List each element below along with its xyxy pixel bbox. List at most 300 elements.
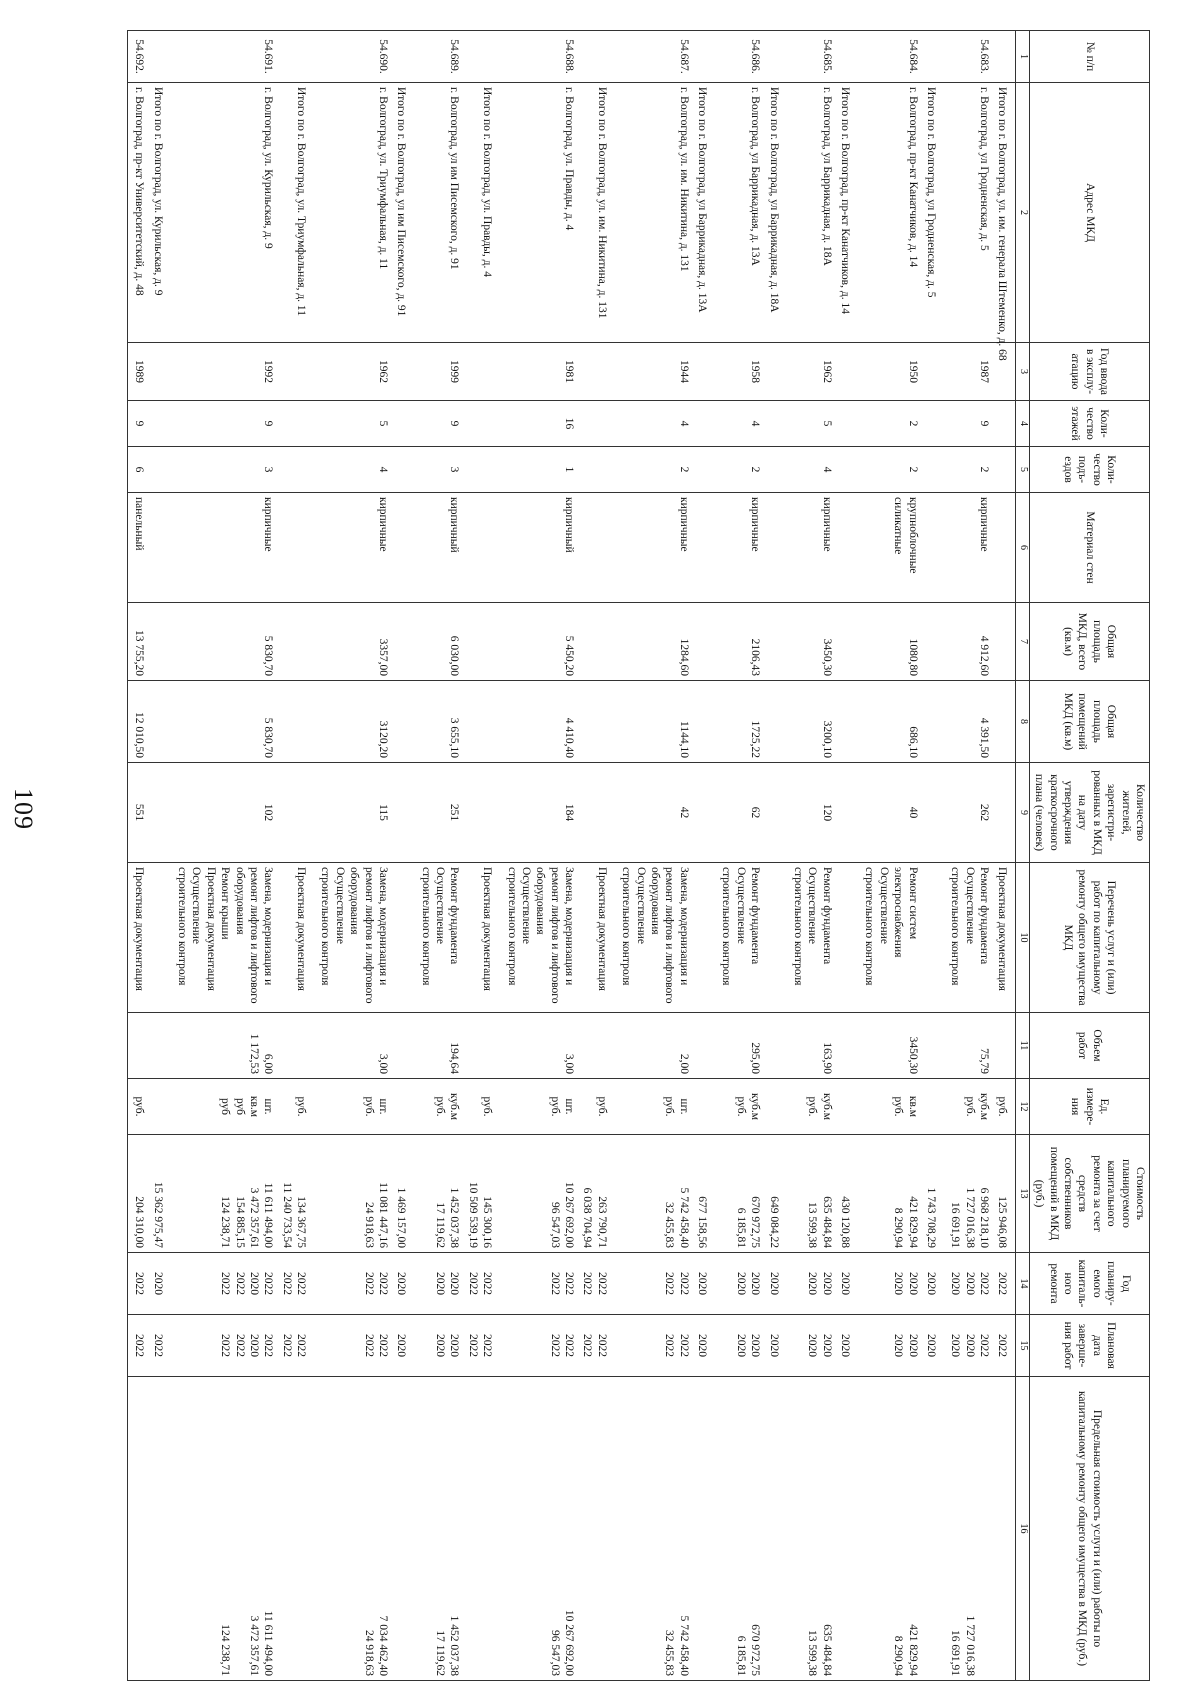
cell-line: 6,00	[262, 1053, 275, 1074]
cell-volumes	[693, 1013, 715, 1079]
cell-area-rooms: 1725,22	[715, 681, 764, 763]
cell-no	[693, 31, 715, 83]
cell-line: 5 742 458,40	[677, 1187, 690, 1248]
cell-floors: 4	[615, 401, 693, 447]
cell-line: 2022	[262, 1334, 275, 1357]
cell-line: 15 362 975,47	[151, 1181, 164, 1248]
landscape-sheet	[70, 30, 1150, 1680]
cell-line: 2022	[663, 1272, 676, 1295]
cell-volumes	[993, 1013, 1016, 1079]
cell-line: 2022	[295, 1272, 308, 1295]
cell-line: 154 885,15	[233, 1196, 246, 1248]
cell-line: 2022	[581, 1334, 594, 1357]
cell-line: 2022	[133, 1272, 146, 1295]
cell-walls: кирпичные	[787, 493, 836, 603]
cell-line: куб.м	[978, 1092, 991, 1121]
header-cell: Коли-чество подъ-ездов	[1030, 447, 1150, 493]
cell-line: 2020	[949, 1272, 962, 1295]
cell-line: 2020	[925, 1334, 937, 1357]
cell-line	[766, 1381, 780, 1676]
cell-line: куб.м	[749, 1092, 762, 1121]
cell-line: 32 455,83	[663, 1202, 676, 1248]
cell-area-rooms: 4 391,50	[944, 681, 993, 763]
cell-line: 2022	[362, 1272, 375, 1295]
cell-units	[993, 1079, 1016, 1135]
subtotal-row	[764, 31, 786, 1681]
cell-line: руб.	[963, 1096, 976, 1117]
cell-entrances	[693, 447, 715, 493]
cell-plan-years	[615, 1253, 693, 1315]
cell-line: 6 185,81	[734, 1635, 747, 1676]
cell-residents: 251	[414, 763, 463, 863]
cell-works	[500, 863, 578, 1013]
cell-entrances	[148, 447, 170, 493]
cell-entrances: 3	[171, 447, 278, 493]
column-number: 16	[1016, 1377, 1030, 1681]
cell-area-rooms: 3200,10	[787, 681, 836, 763]
cell-line	[805, 1017, 819, 1074]
cell-floors: 4	[715, 401, 764, 447]
cell-plan-years	[858, 1253, 922, 1315]
cell-costs	[787, 1135, 836, 1253]
cell-line: Проектная документация	[996, 867, 1009, 991]
cell-line	[924, 1381, 938, 1676]
cell-area-total	[277, 603, 314, 681]
cell-units	[836, 1079, 858, 1135]
cell-line: 124 238,71	[219, 1624, 232, 1676]
cell-line: 3 472 357,61	[248, 1187, 260, 1248]
cell-no: 54.684.	[858, 31, 922, 83]
column-number: 14	[1016, 1253, 1030, 1315]
cell-end-years	[392, 1315, 414, 1377]
cell-residents: 184	[500, 763, 578, 863]
cell-line: 10 267 692,00	[563, 1609, 576, 1676]
cell-end-years	[993, 1315, 1016, 1377]
cell-end-years	[277, 1315, 314, 1377]
cell-residents: 115	[314, 763, 392, 863]
column-number: 7	[1016, 603, 1030, 681]
cell-works	[392, 863, 414, 1013]
cell-line: Осуществление строительного контроля	[505, 867, 532, 986]
cell-entrances	[578, 447, 615, 493]
cell-line: 145 300,16	[481, 1196, 494, 1248]
cell-line: Ремонт крыши	[219, 867, 232, 940]
cell-area-rooms	[148, 681, 170, 763]
cell-line: 2022	[978, 1334, 991, 1357]
column-number: 1	[1016, 31, 1030, 83]
cell-end-years	[128, 1315, 149, 1377]
cell-walls: кирпичный	[500, 493, 578, 603]
cell-line: 32 455,83	[663, 1630, 676, 1676]
column-number-row	[1016, 31, 1030, 1681]
cell-works	[993, 863, 1016, 1013]
header-cell: Год ввода в эксплу-атацию	[1030, 343, 1150, 401]
cell-area-total	[993, 603, 1016, 681]
cell-line: 677 158,56	[696, 1196, 709, 1248]
cell-units	[578, 1079, 615, 1135]
cell-line: 2022	[595, 1272, 608, 1295]
cell-line: Проектная документация	[595, 867, 608, 991]
cell-line: 2022	[677, 1334, 690, 1357]
cell-plan-years	[414, 1253, 463, 1315]
cell-area-rooms	[464, 681, 501, 763]
cell-volumes	[464, 1013, 501, 1079]
cell-line: 2022	[563, 1272, 576, 1295]
cell-plan-years	[693, 1253, 715, 1315]
cell-limits	[171, 1377, 278, 1681]
header-row	[1030, 31, 1150, 1681]
cell-no: 54.691.	[171, 31, 278, 83]
cell-residents	[836, 763, 858, 863]
header-cell: Плановая дата заверше-ния работ	[1030, 1315, 1150, 1377]
cell-area-total: 3357,00	[314, 603, 392, 681]
cell-address: Итого по г. Волгоград, ул Баррикадная, д. 18А	[764, 83, 786, 343]
header-cell: Стоимость планируемого капитального ремонта за счет средств собственников помещений в МКД (руб.)	[1030, 1135, 1150, 1253]
cell-line: Осуществление строительного контроля	[863, 867, 890, 986]
cell-entrances: 4	[787, 447, 836, 493]
subtotal-row	[993, 31, 1016, 1681]
cell-line: 2020	[448, 1334, 461, 1357]
cell-line	[218, 1017, 232, 1074]
cell-line	[734, 1017, 748, 1074]
cell-works	[787, 863, 836, 1013]
cell-line: Ремонт фундамента	[749, 867, 762, 965]
cell-year: 1958	[715, 343, 764, 401]
cell-line	[595, 1381, 609, 1676]
cell-volumes	[787, 1013, 836, 1079]
cell-year: 1987	[944, 343, 993, 401]
cell-area-total: 3450,30	[787, 603, 836, 681]
cell-units	[128, 1079, 149, 1135]
cell-limits	[414, 1377, 463, 1681]
cell-plan-years	[148, 1253, 170, 1315]
cell-area-rooms	[764, 681, 786, 763]
cell-costs	[392, 1135, 414, 1253]
subtotal-row	[693, 31, 715, 1681]
cell-no	[392, 31, 414, 83]
cell-line: 2022	[377, 1334, 389, 1357]
cell-line: Проектная документация	[481, 867, 494, 991]
column-number: 9	[1016, 763, 1030, 863]
cell-costs	[836, 1135, 858, 1253]
cell-line: 2020	[767, 1334, 780, 1357]
header-cell: Общая площадь МКД, всего (кв.м)	[1030, 603, 1150, 681]
cell-end-years	[787, 1315, 836, 1377]
cell-works	[858, 863, 922, 1013]
cell-line: 2020	[949, 1334, 962, 1357]
table-row	[128, 31, 149, 1681]
cell-end-years	[693, 1315, 715, 1377]
cell-line: 2020	[448, 1272, 461, 1295]
cell-address: г. Волгоград, ул Баррикадная, д. 18А	[787, 83, 836, 343]
cell-line: 2020	[696, 1272, 709, 1295]
cell-entrances: 4	[314, 447, 392, 493]
table-row	[314, 31, 392, 1681]
cell-floors: 16	[500, 401, 578, 447]
cell-area-rooms: 3 655,10	[414, 681, 463, 763]
cell-area-total: 1080,80	[858, 603, 922, 681]
cell-plan-years	[464, 1253, 501, 1315]
cell-works	[128, 863, 149, 1013]
cell-line: 8 290,94	[892, 1207, 905, 1248]
cell-line: 2,00	[677, 1053, 690, 1074]
cell-line: 2020	[434, 1334, 447, 1357]
cell-line: 10 267 692,00	[563, 1181, 576, 1248]
cell-residents	[392, 763, 414, 863]
cell-area-total	[578, 603, 615, 681]
cell-end-years	[715, 1315, 764, 1377]
cell-line: 1 727 016,38	[963, 1615, 976, 1676]
cell-line: 263 790,71	[595, 1196, 608, 1248]
cell-year: 1962	[314, 343, 392, 401]
cell-no: 54.687.	[615, 31, 693, 83]
cell-line: Ремонт фундамента	[978, 867, 991, 965]
cell-line: 2020	[820, 1272, 833, 1295]
cell-address: Итого по г. Волгоград, ул. Правды, д. 4	[464, 83, 501, 343]
cell-costs	[128, 1135, 149, 1253]
cell-units	[764, 1079, 786, 1135]
cell-line: 2022	[466, 1334, 479, 1357]
cell-line: руб.	[734, 1096, 747, 1117]
cell-line: 2020	[963, 1334, 976, 1357]
cell-works	[578, 863, 615, 1013]
cell-costs	[277, 1135, 314, 1253]
cell-works	[715, 863, 764, 1013]
cell-line: 2022	[262, 1272, 275, 1295]
cell-line: 5 742 458,40	[677, 1615, 690, 1676]
cell-entrances: 2	[944, 447, 993, 493]
cell-limits	[693, 1377, 715, 1681]
cell-line: 3 472 357,61	[248, 1615, 260, 1676]
cell-line: руб.	[806, 1096, 819, 1117]
cell-works	[171, 863, 278, 1013]
cell-line: 2020	[696, 1334, 709, 1357]
cell-line	[662, 1017, 676, 1074]
cell-address: г. Волгоград, ул. им. Никитина, д. 131	[615, 83, 693, 343]
cell-floors: 5	[314, 401, 392, 447]
header-cell: Коли-чество этажей	[1030, 401, 1150, 447]
cell-line: 2020	[248, 1334, 260, 1357]
cell-line	[132, 1017, 146, 1074]
cell-line: 6 038 704,94	[581, 1187, 594, 1248]
subtotal-row	[392, 31, 414, 1681]
cell-year	[464, 343, 501, 401]
cell-plan-years	[128, 1253, 149, 1315]
cell-no: 54.692.	[128, 31, 149, 83]
cell-line: 2020	[906, 1334, 919, 1357]
cell-costs	[693, 1135, 715, 1253]
cell-line: 2020	[151, 1272, 164, 1295]
cell-works	[464, 863, 501, 1013]
cell-volumes	[314, 1013, 392, 1079]
cell-residents	[464, 763, 501, 863]
column-number: 2	[1016, 83, 1030, 343]
cell-line: 2022	[233, 1272, 246, 1295]
cell-costs	[922, 1135, 944, 1253]
cell-line: 2022	[677, 1272, 690, 1295]
cell-line: Проектная документация	[295, 867, 308, 991]
cell-line: 134 367,75	[295, 1196, 308, 1248]
cell-address: г. Волгоград, ул им Писемского, д. 91	[414, 83, 463, 343]
cell-year	[277, 343, 314, 401]
cell-floors: 9	[414, 401, 463, 447]
cell-no: 54.686.	[715, 31, 764, 83]
cell-area-rooms	[392, 681, 414, 763]
cell-line: 11 611 494,00	[262, 1182, 275, 1248]
cell-works	[414, 863, 463, 1013]
column-number: 13	[1016, 1135, 1030, 1253]
cell-residents: 40	[858, 763, 922, 863]
cell-line: Осуществление строительного контроля	[176, 867, 203, 986]
cell-line: шт.	[677, 1098, 690, 1115]
cell-entrances	[922, 447, 944, 493]
cell-line: Замена, модернизация и ремонт лифтов и лифтового оборудования	[649, 867, 690, 1004]
cell-units	[392, 1079, 414, 1135]
cell-line	[361, 1017, 375, 1074]
cell-end-years	[764, 1315, 786, 1377]
cell-limits	[715, 1377, 764, 1681]
column-number: 11	[1016, 1013, 1030, 1079]
cell-floors: 2	[858, 401, 922, 447]
cell-walls	[392, 493, 414, 603]
cell-no: 54.683.	[944, 31, 993, 83]
cell-area-rooms	[922, 681, 944, 763]
cell-no	[836, 31, 858, 83]
cell-area-total	[836, 603, 858, 681]
cell-works	[148, 863, 170, 1013]
cell-line: 2022	[362, 1334, 375, 1357]
cell-units	[314, 1079, 392, 1135]
cell-line: 1 743 708,29	[925, 1187, 937, 1248]
cell-line: Ремонт фундамента	[448, 867, 461, 965]
cell-walls: крупноблочные силикатные	[858, 493, 922, 603]
cell-address: г. Волгоград, ул. Курильская, д. 9	[171, 83, 278, 343]
cell-line	[150, 1381, 164, 1676]
cell-costs	[171, 1135, 278, 1253]
cell-end-years	[464, 1315, 501, 1377]
cell-walls	[148, 493, 170, 603]
cell-line: руб.	[481, 1096, 494, 1117]
cell-line: руб.	[663, 1096, 676, 1117]
cell-walls: панельный	[128, 493, 149, 603]
cell-plan-years	[944, 1253, 993, 1315]
cell-plan-years	[764, 1253, 786, 1315]
cell-volumes	[922, 1013, 944, 1079]
cell-limits	[836, 1377, 858, 1681]
cell-floors: 5	[787, 401, 836, 447]
cell-units	[858, 1079, 922, 1135]
cell-line: 124 238,71	[219, 1196, 232, 1248]
cell-walls: кирпичные	[944, 493, 993, 603]
cell-year: 1999	[414, 343, 463, 401]
cell-line: 2022	[133, 1334, 146, 1357]
cell-costs	[858, 1135, 922, 1253]
cell-year	[764, 343, 786, 401]
cell-line: 2022	[466, 1272, 479, 1295]
cell-line: 430 120,88	[839, 1196, 852, 1248]
cell-units	[277, 1079, 314, 1135]
cell-limits	[615, 1377, 693, 1681]
cell-line: 1 727 016,38	[963, 1187, 976, 1248]
cell-residents	[148, 763, 170, 863]
cell-line: 204 310,00	[133, 1196, 146, 1248]
cell-line	[977, 1381, 991, 1676]
cell-area-total: 13 755,20	[128, 603, 149, 681]
cell-area-rooms	[993, 681, 1016, 763]
table-row	[171, 31, 278, 1681]
cell-line: 3,00	[377, 1053, 389, 1074]
cell-volumes	[128, 1013, 149, 1079]
cell-year	[578, 343, 615, 401]
cell-year: 1981	[500, 343, 578, 401]
cell-line: 2022	[978, 1272, 991, 1295]
cell-line: 295,00	[749, 1042, 762, 1074]
cell-residents: 42	[615, 763, 693, 863]
cell-address: г. Волгоград, ул Баррикадная, д. 13А	[715, 83, 764, 343]
cell-no	[993, 31, 1016, 83]
cell-costs	[764, 1135, 786, 1253]
cell-line: 2022	[996, 1272, 1009, 1295]
cell-floors	[764, 401, 786, 447]
cell-line: 24 918,63	[362, 1630, 375, 1676]
cell-line: 635 484,84	[820, 1624, 833, 1676]
header-cell: Перечень услуг и (или) работ по капитальному ремонту общего имущества МКД	[1030, 863, 1150, 1013]
cell-limits	[128, 1377, 149, 1681]
column-number: 10	[1016, 863, 1030, 1013]
cell-line: 6 185,81	[734, 1207, 747, 1248]
cell-floors	[993, 401, 1016, 447]
cell-line	[433, 1017, 447, 1074]
cell-line	[838, 1381, 852, 1676]
cell-line: 3450,30	[906, 1036, 919, 1074]
cell-entrances	[277, 447, 314, 493]
cell-line: 2022	[280, 1272, 293, 1295]
cell-volumes	[615, 1013, 693, 1079]
cell-plan-years	[993, 1253, 1016, 1315]
cell-limits	[764, 1377, 786, 1681]
cell-no	[148, 31, 170, 83]
cell-line: Осуществление строительного контроля	[949, 867, 976, 986]
cell-costs	[314, 1135, 392, 1253]
cell-line: шт.	[563, 1098, 576, 1115]
cell-area-total	[922, 603, 944, 681]
cell-area-total	[764, 603, 786, 681]
cell-line: 2020	[963, 1272, 976, 1295]
column-number: 12	[1016, 1079, 1030, 1135]
cell-line: 17 119,62	[434, 1630, 447, 1676]
cell-costs	[578, 1135, 615, 1253]
cell-address: Итого по г. Волгоград, ул. Курильская, д. 9	[148, 83, 170, 343]
cell-works	[922, 863, 944, 1013]
cell-entrances	[993, 447, 1016, 493]
cell-line: руб.	[548, 1096, 561, 1117]
cell-walls: кирпичный	[414, 493, 463, 603]
cell-walls	[836, 493, 858, 603]
cell-units	[715, 1079, 764, 1135]
header-cell: Материал стен	[1030, 493, 1150, 603]
cell-no: 54.690.	[314, 31, 392, 83]
cell-line: 421 829,94	[906, 1196, 919, 1248]
column-number: 6	[1016, 493, 1030, 603]
cell-units	[464, 1079, 501, 1135]
cell-year: 1989	[128, 343, 149, 401]
cell-floors	[836, 401, 858, 447]
cell-end-years	[578, 1315, 615, 1377]
cell-area-total: 5 450,20	[500, 603, 578, 681]
cell-walls	[922, 493, 944, 603]
cell-line: 2020	[434, 1272, 447, 1295]
cell-area-total	[464, 603, 501, 681]
